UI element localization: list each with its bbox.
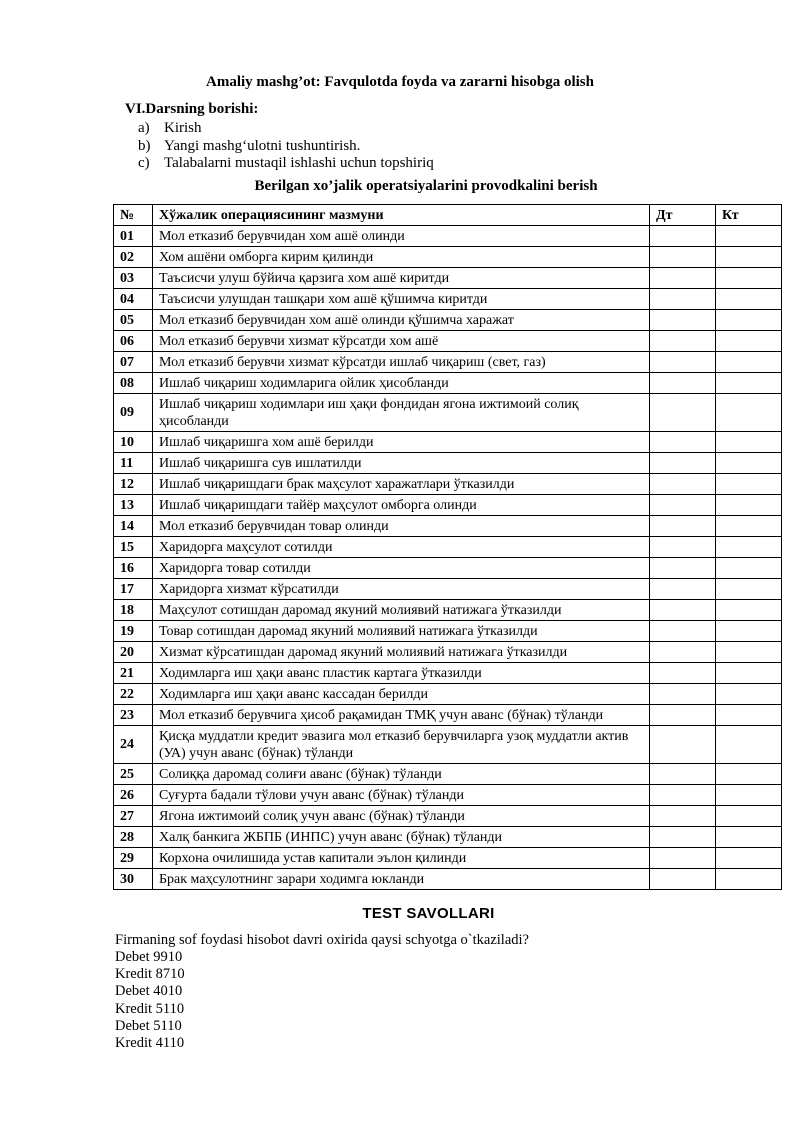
- row-content: Маҳсулот сотишдан даромад якуний молиявий натижага ўтказилди: [153, 600, 650, 621]
- row-content: Ишлаб чиқаришга сув ишлатилди: [153, 453, 650, 474]
- row-content: Ишлаб чиқаришдаги брак маҳсулот харажатлари ўтказилди: [153, 474, 650, 495]
- row-debit[interactable]: [650, 848, 716, 869]
- row-debit[interactable]: [650, 785, 716, 806]
- row-credit[interactable]: [716, 289, 782, 310]
- row-number: 23: [114, 705, 153, 726]
- row-debit[interactable]: [650, 579, 716, 600]
- test-question: Firmaning sof foydasi hisobot davri oxirida qaysi schyotga o`tkaziladi?: [115, 932, 529, 948]
- table-row: [114, 226, 782, 247]
- row-credit[interactable]: [716, 869, 782, 890]
- page-title: Amaliy mashg’ot: Favqulotda foyda va zararni hisobga olish: [206, 74, 594, 90]
- row-number: 29: [114, 848, 153, 869]
- table-row: [114, 764, 782, 785]
- row-credit[interactable]: [716, 726, 782, 764]
- row-debit[interactable]: [650, 663, 716, 684]
- table-row: [114, 310, 782, 331]
- row-credit[interactable]: [716, 848, 782, 869]
- row-number: 01: [114, 226, 153, 247]
- row-credit[interactable]: [716, 453, 782, 474]
- table-row: [114, 726, 782, 764]
- table-header-row: [114, 205, 782, 226]
- row-credit[interactable]: [716, 684, 782, 705]
- row-number: 09: [114, 394, 153, 432]
- list-item-text: Talabalarni mustaqil ishlashi uchun topshiriq: [164, 155, 434, 171]
- row-credit[interactable]: [716, 827, 782, 848]
- operations-table: [113, 204, 782, 890]
- table-row: [114, 806, 782, 827]
- row-number: 15: [114, 537, 153, 558]
- row-number: 20: [114, 642, 153, 663]
- row-content: Мол етказиб берувчидан хом ашё олинди: [153, 226, 650, 247]
- row-number: 25: [114, 764, 153, 785]
- row-number: 26: [114, 785, 153, 806]
- answer-option: Debet 4010: [115, 983, 183, 1000]
- table-caption: Berilgan xo’jalik operatsiyalarini provodkalini berish: [254, 178, 598, 194]
- row-credit[interactable]: [716, 764, 782, 785]
- row-number: 08: [114, 373, 153, 394]
- header-number: №: [114, 205, 153, 226]
- row-debit[interactable]: [650, 268, 716, 289]
- row-credit[interactable]: [716, 663, 782, 684]
- table-row: [114, 869, 782, 890]
- row-debit[interactable]: [650, 432, 716, 453]
- row-number: 02: [114, 247, 153, 268]
- header-credit: Кт: [716, 205, 782, 226]
- table-row: [114, 516, 782, 537]
- list-item-text: Kirish: [164, 120, 202, 136]
- row-number: 07: [114, 352, 153, 373]
- row-credit[interactable]: [716, 642, 782, 663]
- row-credit[interactable]: [716, 516, 782, 537]
- table-row: [114, 432, 782, 453]
- list-item-letter: c): [138, 155, 150, 171]
- table-row: [114, 785, 782, 806]
- row-debit[interactable]: [650, 373, 716, 394]
- row-debit[interactable]: [650, 352, 716, 373]
- table-row: [114, 331, 782, 352]
- row-credit[interactable]: [716, 373, 782, 394]
- row-content: Ягона ижтимоий солиқ учун аванс (бўнак) тўланди: [153, 806, 650, 827]
- list-item-letter: a): [138, 120, 150, 136]
- row-content: Хом ашёни омборга кирим қилинди: [153, 247, 650, 268]
- answer-option: Debet 5110: [115, 1017, 182, 1034]
- row-number: 21: [114, 663, 153, 684]
- row-credit[interactable]: [716, 394, 782, 432]
- row-debit[interactable]: [650, 310, 716, 331]
- table-row: [114, 705, 782, 726]
- row-number: 03: [114, 268, 153, 289]
- row-number: 11: [114, 453, 153, 474]
- row-debit[interactable]: [650, 331, 716, 352]
- row-number: 14: [114, 516, 153, 537]
- row-debit[interactable]: [650, 394, 716, 432]
- table-row: [114, 600, 782, 621]
- row-content: Ишлаб чиқариш ходимлари иш ҳақи фондидан ягона ижтимоий солиқ ҳисобланди: [153, 394, 650, 432]
- row-content: Солиққа даромад солиғи аванс (бўнак) тўланди: [153, 764, 650, 785]
- row-content: Корхона очилишида устав капитали эълон қилинди: [153, 848, 650, 869]
- row-credit[interactable]: [716, 352, 782, 373]
- row-credit[interactable]: [716, 621, 782, 642]
- table-row: [114, 495, 782, 516]
- table-row: [114, 474, 782, 495]
- table-row: [114, 684, 782, 705]
- row-content: Ишлаб чиқаришдаги тайёр маҳсулот омборга олинди: [153, 495, 650, 516]
- row-debit[interactable]: [650, 495, 716, 516]
- row-content: Мол етказиб берувчидан хом ашё олинди қўшимча харажат: [153, 310, 650, 331]
- table-body: [114, 226, 782, 890]
- row-credit[interactable]: [716, 600, 782, 621]
- list-item: [138, 138, 434, 156]
- table-row: [114, 247, 782, 268]
- row-credit[interactable]: [716, 432, 782, 453]
- row-credit[interactable]: [716, 226, 782, 247]
- row-debit[interactable]: [650, 684, 716, 705]
- table-row: [114, 663, 782, 684]
- row-number: 12: [114, 474, 153, 495]
- section-heading: VI.Darsning borishi:: [125, 101, 259, 117]
- list-item: [138, 120, 434, 138]
- row-content: Таъсисчи улушдан ташқари хом ашё қўшимча киритди: [153, 289, 650, 310]
- row-number: 27: [114, 806, 153, 827]
- row-credit[interactable]: [716, 495, 782, 516]
- header-content: Хўжалик операциясининг мазмуни: [153, 205, 650, 226]
- table-row: [114, 352, 782, 373]
- answer-option: Kredit 8710: [115, 966, 185, 983]
- row-content: Товар сотишдан даромад якуний молиявий натижага ўтказилди: [153, 621, 650, 642]
- table-row: [114, 848, 782, 869]
- table-row: [114, 289, 782, 310]
- table-row: [114, 453, 782, 474]
- list-item-text: Yangi mashg‘ulotni tushuntirish.: [164, 137, 361, 154]
- row-debit[interactable]: [650, 600, 716, 621]
- row-content: Мол етказиб берувчи хизмат кўрсатди хом ашё: [153, 331, 650, 352]
- row-debit[interactable]: [650, 226, 716, 247]
- row-number: 06: [114, 331, 153, 352]
- row-credit[interactable]: [716, 310, 782, 331]
- row-number: 10: [114, 432, 153, 453]
- header-debit: Дт: [650, 205, 716, 226]
- row-debit[interactable]: [650, 537, 716, 558]
- row-credit[interactable]: [716, 579, 782, 600]
- lesson-steps-list: [138, 120, 434, 173]
- row-number: 04: [114, 289, 153, 310]
- row-content: Харидорга хизмат кўрсатилди: [153, 579, 650, 600]
- row-number: 17: [114, 579, 153, 600]
- row-number: 22: [114, 684, 153, 705]
- test-section-title: TEST SAVOLLARI: [362, 905, 495, 922]
- row-content: Мол етказиб берувчидан товар олинди: [153, 516, 650, 537]
- list-item: [138, 155, 434, 173]
- row-content: Брак маҳсулотнинг зарари ходимга юкланди: [153, 869, 650, 890]
- row-content: Қисқа муддатли кредит эвазига мол етказиб берувчиларга узоқ муддатли актив (УА) учун аванс (бўнак) тўланди: [153, 726, 650, 764]
- row-content: Ишлаб чиқариш ходимларига ойлик ҳисобланди: [153, 373, 650, 394]
- table-row: [114, 558, 782, 579]
- row-credit[interactable]: [716, 705, 782, 726]
- table-row: [114, 579, 782, 600]
- row-content: Ходимларга иш ҳақи аванс пластик картага ўтказилди: [153, 663, 650, 684]
- row-debit[interactable]: [650, 558, 716, 579]
- row-number: 28: [114, 827, 153, 848]
- row-credit[interactable]: [716, 806, 782, 827]
- answer-option: Kredit 4110: [115, 1034, 185, 1051]
- table-row: [114, 621, 782, 642]
- row-debit[interactable]: [650, 827, 716, 848]
- table-row: [114, 827, 782, 848]
- row-number: 24: [114, 726, 153, 764]
- table-row: [114, 373, 782, 394]
- row-number: 18: [114, 600, 153, 621]
- row-credit[interactable]: [716, 268, 782, 289]
- row-number: 16: [114, 558, 153, 579]
- table-row: [114, 642, 782, 663]
- table-row: [114, 537, 782, 558]
- row-content: Ходимларга иш ҳақи аванс кассадан берилди: [153, 684, 650, 705]
- row-debit[interactable]: [650, 621, 716, 642]
- row-credit[interactable]: [716, 247, 782, 268]
- row-content: Хизмат кўрсатишдан даромад якуний молиявий натижага ўтказилди: [153, 642, 650, 663]
- row-debit[interactable]: [650, 289, 716, 310]
- table-row: [114, 394, 782, 432]
- row-debit[interactable]: [650, 764, 716, 785]
- row-debit[interactable]: [650, 806, 716, 827]
- row-debit[interactable]: [650, 453, 716, 474]
- row-debit[interactable]: [650, 474, 716, 495]
- row-credit[interactable]: [716, 537, 782, 558]
- row-content: Мол етказиб берувчи хизмат кўрсатди ишлаб чиқариш (свет, газ): [153, 352, 650, 373]
- row-debit[interactable]: [650, 705, 716, 726]
- row-number: 05: [114, 310, 153, 331]
- row-debit[interactable]: [650, 869, 716, 890]
- row-number: 30: [114, 869, 153, 890]
- row-content: Харидорга товар сотилди: [153, 558, 650, 579]
- row-content: Мол етказиб берувчига ҳисоб рақамидан ТМҚ учун аванс (бўнак) тўланди: [153, 705, 650, 726]
- row-debit[interactable]: [650, 247, 716, 268]
- row-content: Ишлаб чиқаришга хом ашё берилди: [153, 432, 650, 453]
- row-content: Суғурта бадали тўлови учун аванс (бўнак) тўланди: [153, 785, 650, 806]
- answer-option: Debet 9910: [115, 949, 183, 965]
- row-number: 13: [114, 495, 153, 516]
- answer-list: [115, 949, 185, 1052]
- row-credit[interactable]: [716, 474, 782, 495]
- list-item-letter: b): [138, 137, 151, 154]
- row-credit[interactable]: [716, 785, 782, 806]
- answer-option: Kredit 5110: [115, 1000, 185, 1017]
- row-debit[interactable]: [650, 642, 716, 663]
- row-debit[interactable]: [650, 516, 716, 537]
- row-content: Харидорга маҳсулот сотилди: [153, 537, 650, 558]
- row-credit[interactable]: [716, 558, 782, 579]
- row-content: Халқ банкига ЖБПБ (ИНПС) учун аванс (бўнак) тўланди: [153, 827, 650, 848]
- row-number: 19: [114, 621, 153, 642]
- row-debit[interactable]: [650, 726, 716, 764]
- row-credit[interactable]: [716, 331, 782, 352]
- row-content: Таъсисчи улуш бўйича қарзига хом ашё киритди: [153, 268, 650, 289]
- table-row: [114, 268, 782, 289]
